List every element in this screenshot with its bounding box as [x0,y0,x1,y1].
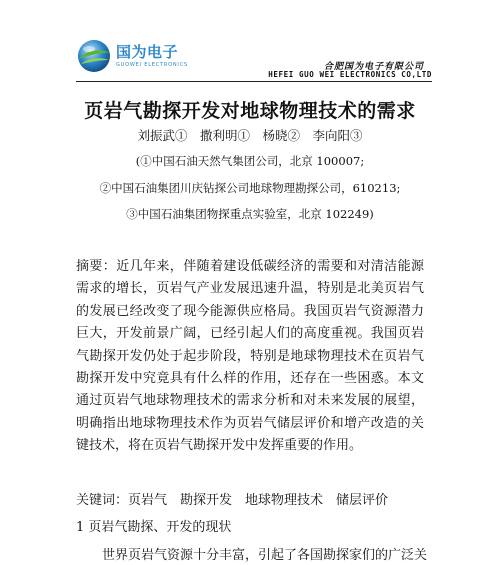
logo-english-name: GUOWEI ELECTRONICS [116,62,188,68]
body-paragraph: 世界页岩气资源十分丰富，引起了各国勘探家们的广泛关 [102,548,428,563]
section-heading: 1 页岩气勘探、开发的现状 [76,520,232,535]
company-name-english: HEFEI GUO WEI ELECTRONICS CO,LTD [268,70,432,79]
affiliation-line: ③中国石油集团物探重点实验室，北京 102249) [126,207,374,221]
document-title: 页岩气勘探开发对地球物理技术的需求 [84,100,416,122]
globe-icon [76,38,112,74]
keywords-line: 关键词：页岩气 勘探开发 地球物理技术 储层评价 [76,493,389,508]
abstract-paragraph: 摘要：近几年来，伴随着建设低碳经济的需要和对清洁能源需求的增长，页岩气产业发展迅速升温，特别是北美页岩气的发展已经改变了现今能源供应格局。我国页岩气资源潜力巨大，开发前景广阔，已经引起人们的高度重视。我国页岩气勘探开发仍处于起步阶段，特别是地球物理技术在页岩气勘探开发中究竟具有什么样的作用，还存在一些困惑。本文通过页岩气地球物理技术的需求分析和对未来发展的展望，明确指出地球物理技术作为页岩气储层评价和增产改造的关键技术，将在页岩气勘探开发中发挥重要的作用。 [76,259,424,454]
company-name-chinese: 合肥国为电子有限公司 [323,62,424,72]
logo-chinese-name: 国为电子 [116,43,179,61]
company-logo [76,36,186,76]
header-divider [76,81,432,82]
affiliation-line: (①中国石油天然气集团公司，北京 100007; [135,154,365,168]
author-list: 刘振武① 撒利明① 杨晓② 李向阳③ [137,128,363,143]
affiliation-line: ②中国石油集团川庆钻探公司地球物理勘探公司，610213; [99,181,401,195]
